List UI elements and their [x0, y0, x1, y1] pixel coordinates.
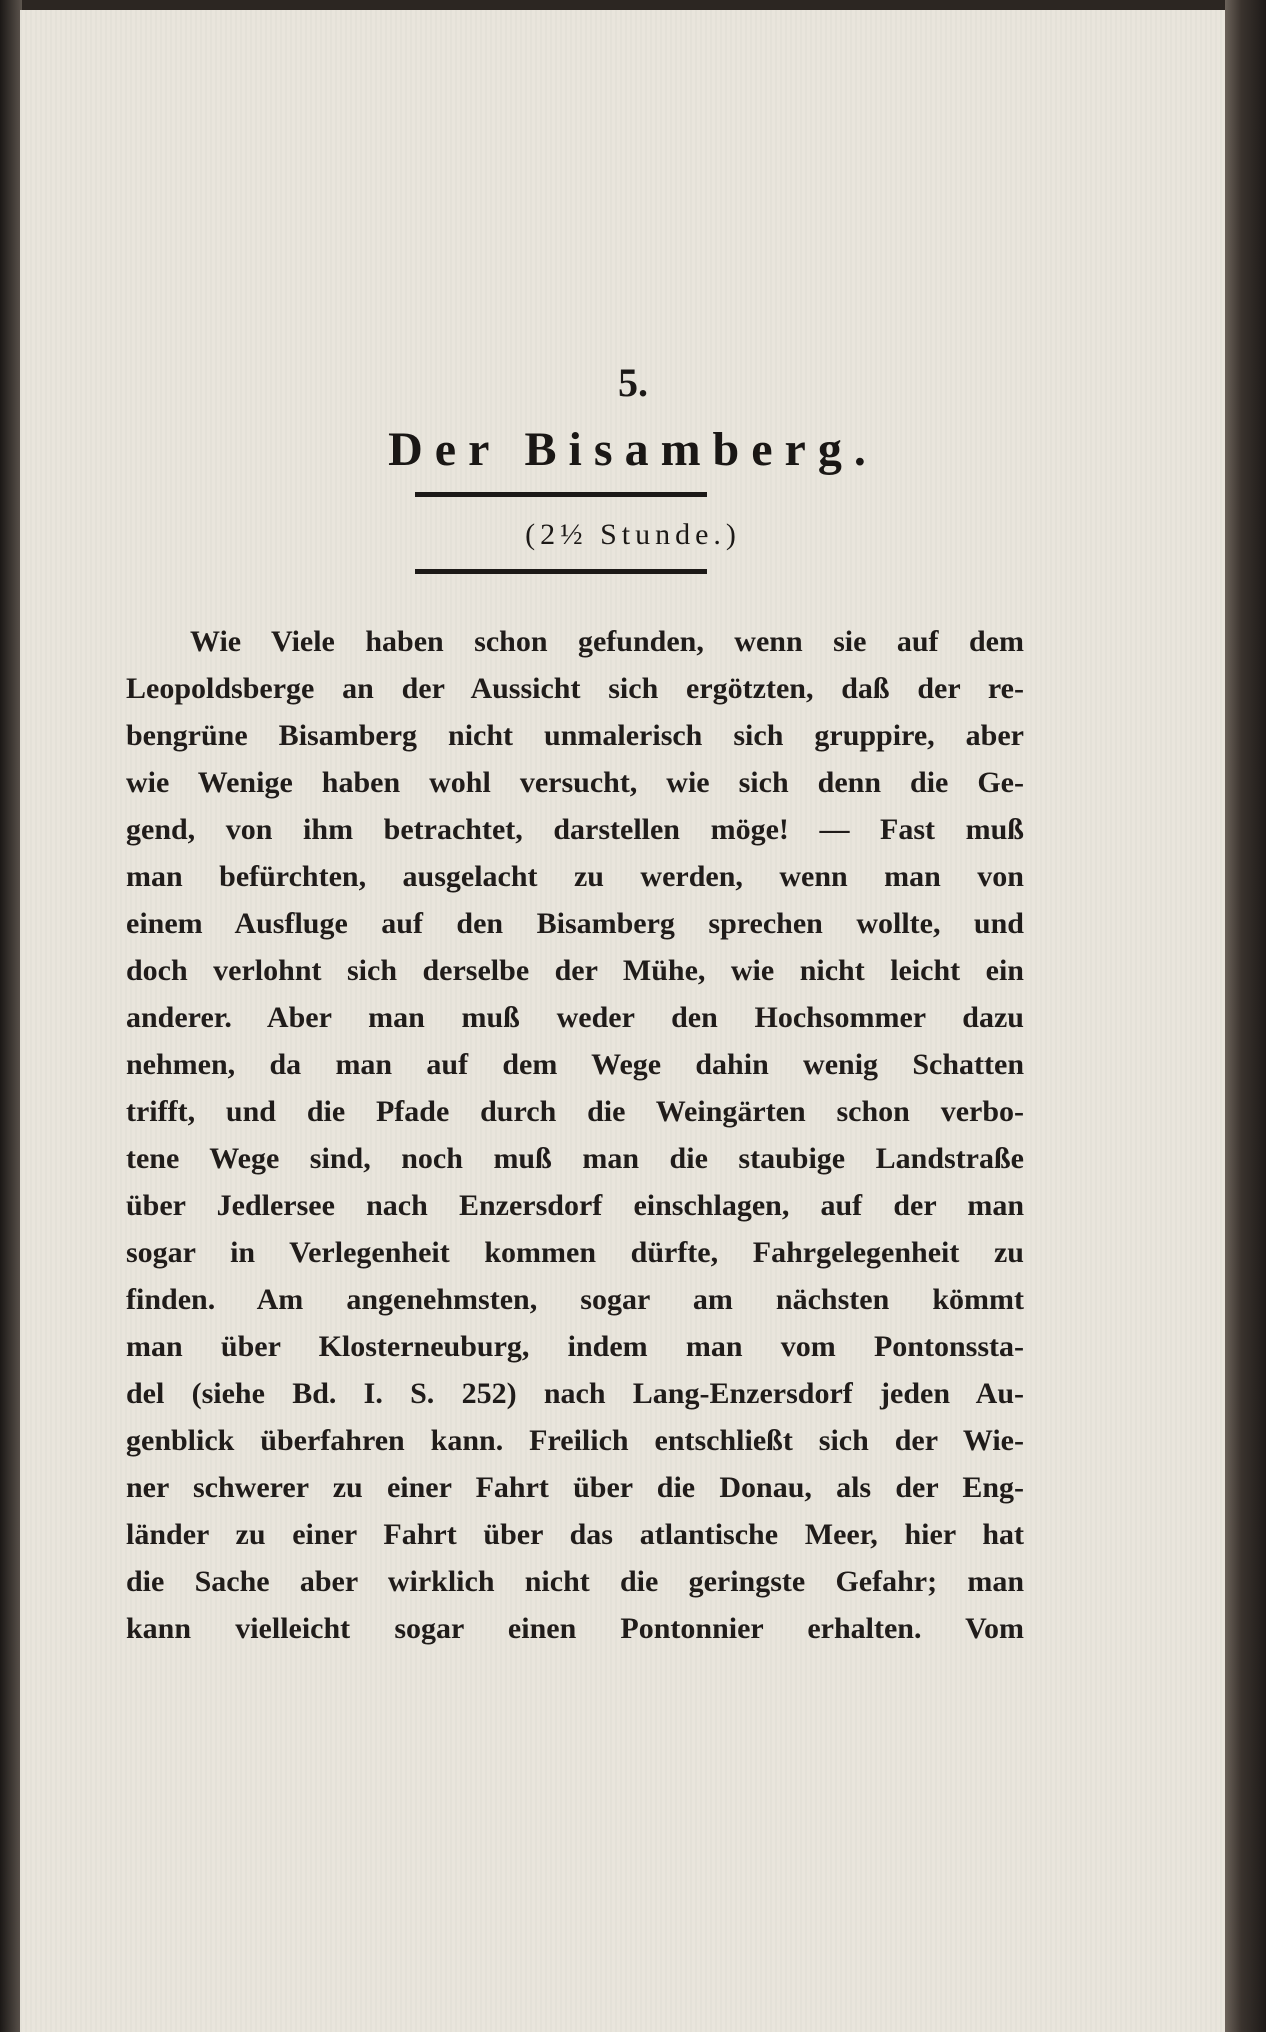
text-line-content: einem Ausfluge auf den Bisamberg sprechen wollte, und	[126, 907, 1024, 940]
text-line	[126, 947, 1024, 994]
text-line-content: tene Wege sind, noch muß man die staubige Landstraße	[126, 1142, 1024, 1175]
text-line	[126, 665, 1024, 712]
text-line-content: bengrüne Bisamberg nicht unmalerisch sich gruppire, aber	[126, 719, 1024, 752]
text-line-content: man über Klosterneuburg, indem man vom Pontonssta-	[126, 1330, 1024, 1363]
text-line-content: die Sache aber wirklich nicht die geringste Gefahr; man	[126, 1565, 1024, 1598]
text-line	[126, 1464, 1024, 1511]
text-line-content: del (siehe Bd. I. S. 252) nach Lang-Enzersdorf jeden Au-	[126, 1377, 1024, 1410]
text-line-content: gend, von ihm betrachtet, darstellen möge! — Fast muß	[126, 813, 1024, 846]
text-line	[126, 1370, 1024, 1417]
text-line	[126, 1135, 1024, 1182]
text-line-content: anderer. Aber man muß weder den Hochsommer dazu	[126, 1001, 1024, 1034]
text-line-content: trifft, und die Pfade durch die Weingärten schon verbo-	[126, 1095, 1024, 1128]
rule-bottom	[415, 569, 707, 574]
book-edge-right	[1225, 0, 1266, 2032]
text-line	[126, 618, 1024, 665]
text-line	[126, 759, 1024, 806]
text-line-content: über Jedlersee nach Enzersdorf einschlagen, auf der man	[126, 1189, 1024, 1222]
text-line-content: Leopoldsberge an der Aussicht sich ergötzten, daß der re-	[126, 672, 1024, 705]
text-line-content: ner schwerer zu einer Fahrt über die Donau, als der Eng-	[126, 1471, 1024, 1504]
text-line-content: nehmen, da man auf dem Wege dahin wenig Schatten	[126, 1048, 1024, 1081]
text-line-content: sogar in Verlegenheit kommen dürfte, Fahrgelegenheit zu	[126, 1236, 1024, 1269]
text-line-content: genblick überfahren kann. Freilich entschließt sich der Wie-	[126, 1424, 1024, 1457]
text-line-content: finden. Am angenehmsten, sogar am nächsten kömmt	[126, 1283, 1024, 1316]
text-line	[126, 1511, 1024, 1558]
text-line	[126, 806, 1024, 853]
rule-top	[415, 492, 707, 497]
body-text	[126, 618, 1024, 1652]
text-line	[126, 994, 1024, 1041]
text-line	[126, 1417, 1024, 1464]
chapter-subtitle: (2½ Stunde.)	[525, 518, 741, 551]
text-line	[126, 1182, 1024, 1229]
text-line-content: doch verlohnt sich derselbe der Mühe, wie nicht leicht ein	[126, 954, 1024, 987]
text-line	[126, 900, 1024, 947]
chapter-title: Der Bisamberg.	[388, 423, 878, 476]
text-line-content: länder zu einer Fahrt über das atlantische Meer, hier hat	[126, 1518, 1024, 1551]
text-line	[126, 1323, 1024, 1370]
text-line	[126, 1605, 1024, 1652]
text-line-content: Wie Viele haben schon gefunden, wenn sie auf dem	[190, 625, 1024, 658]
scan-border-left	[0, 0, 22, 2032]
text-line-content: kann vielleicht sogar einen Pontonnier erhalten. Vom	[126, 1612, 1024, 1645]
text-line	[126, 1558, 1024, 1605]
text-line	[126, 712, 1024, 759]
text-line	[126, 1088, 1024, 1135]
text-line-content: wie Wenige haben wohl versucht, wie sich denn die Ge-	[126, 766, 1024, 799]
chapter-number: 5.	[618, 360, 648, 405]
text-line	[126, 1041, 1024, 1088]
text-line	[126, 853, 1024, 900]
text-line-content: man befürchten, ausgelacht zu werden, wenn man von	[126, 860, 1024, 893]
text-line	[126, 1276, 1024, 1323]
text-line	[126, 1229, 1024, 1276]
